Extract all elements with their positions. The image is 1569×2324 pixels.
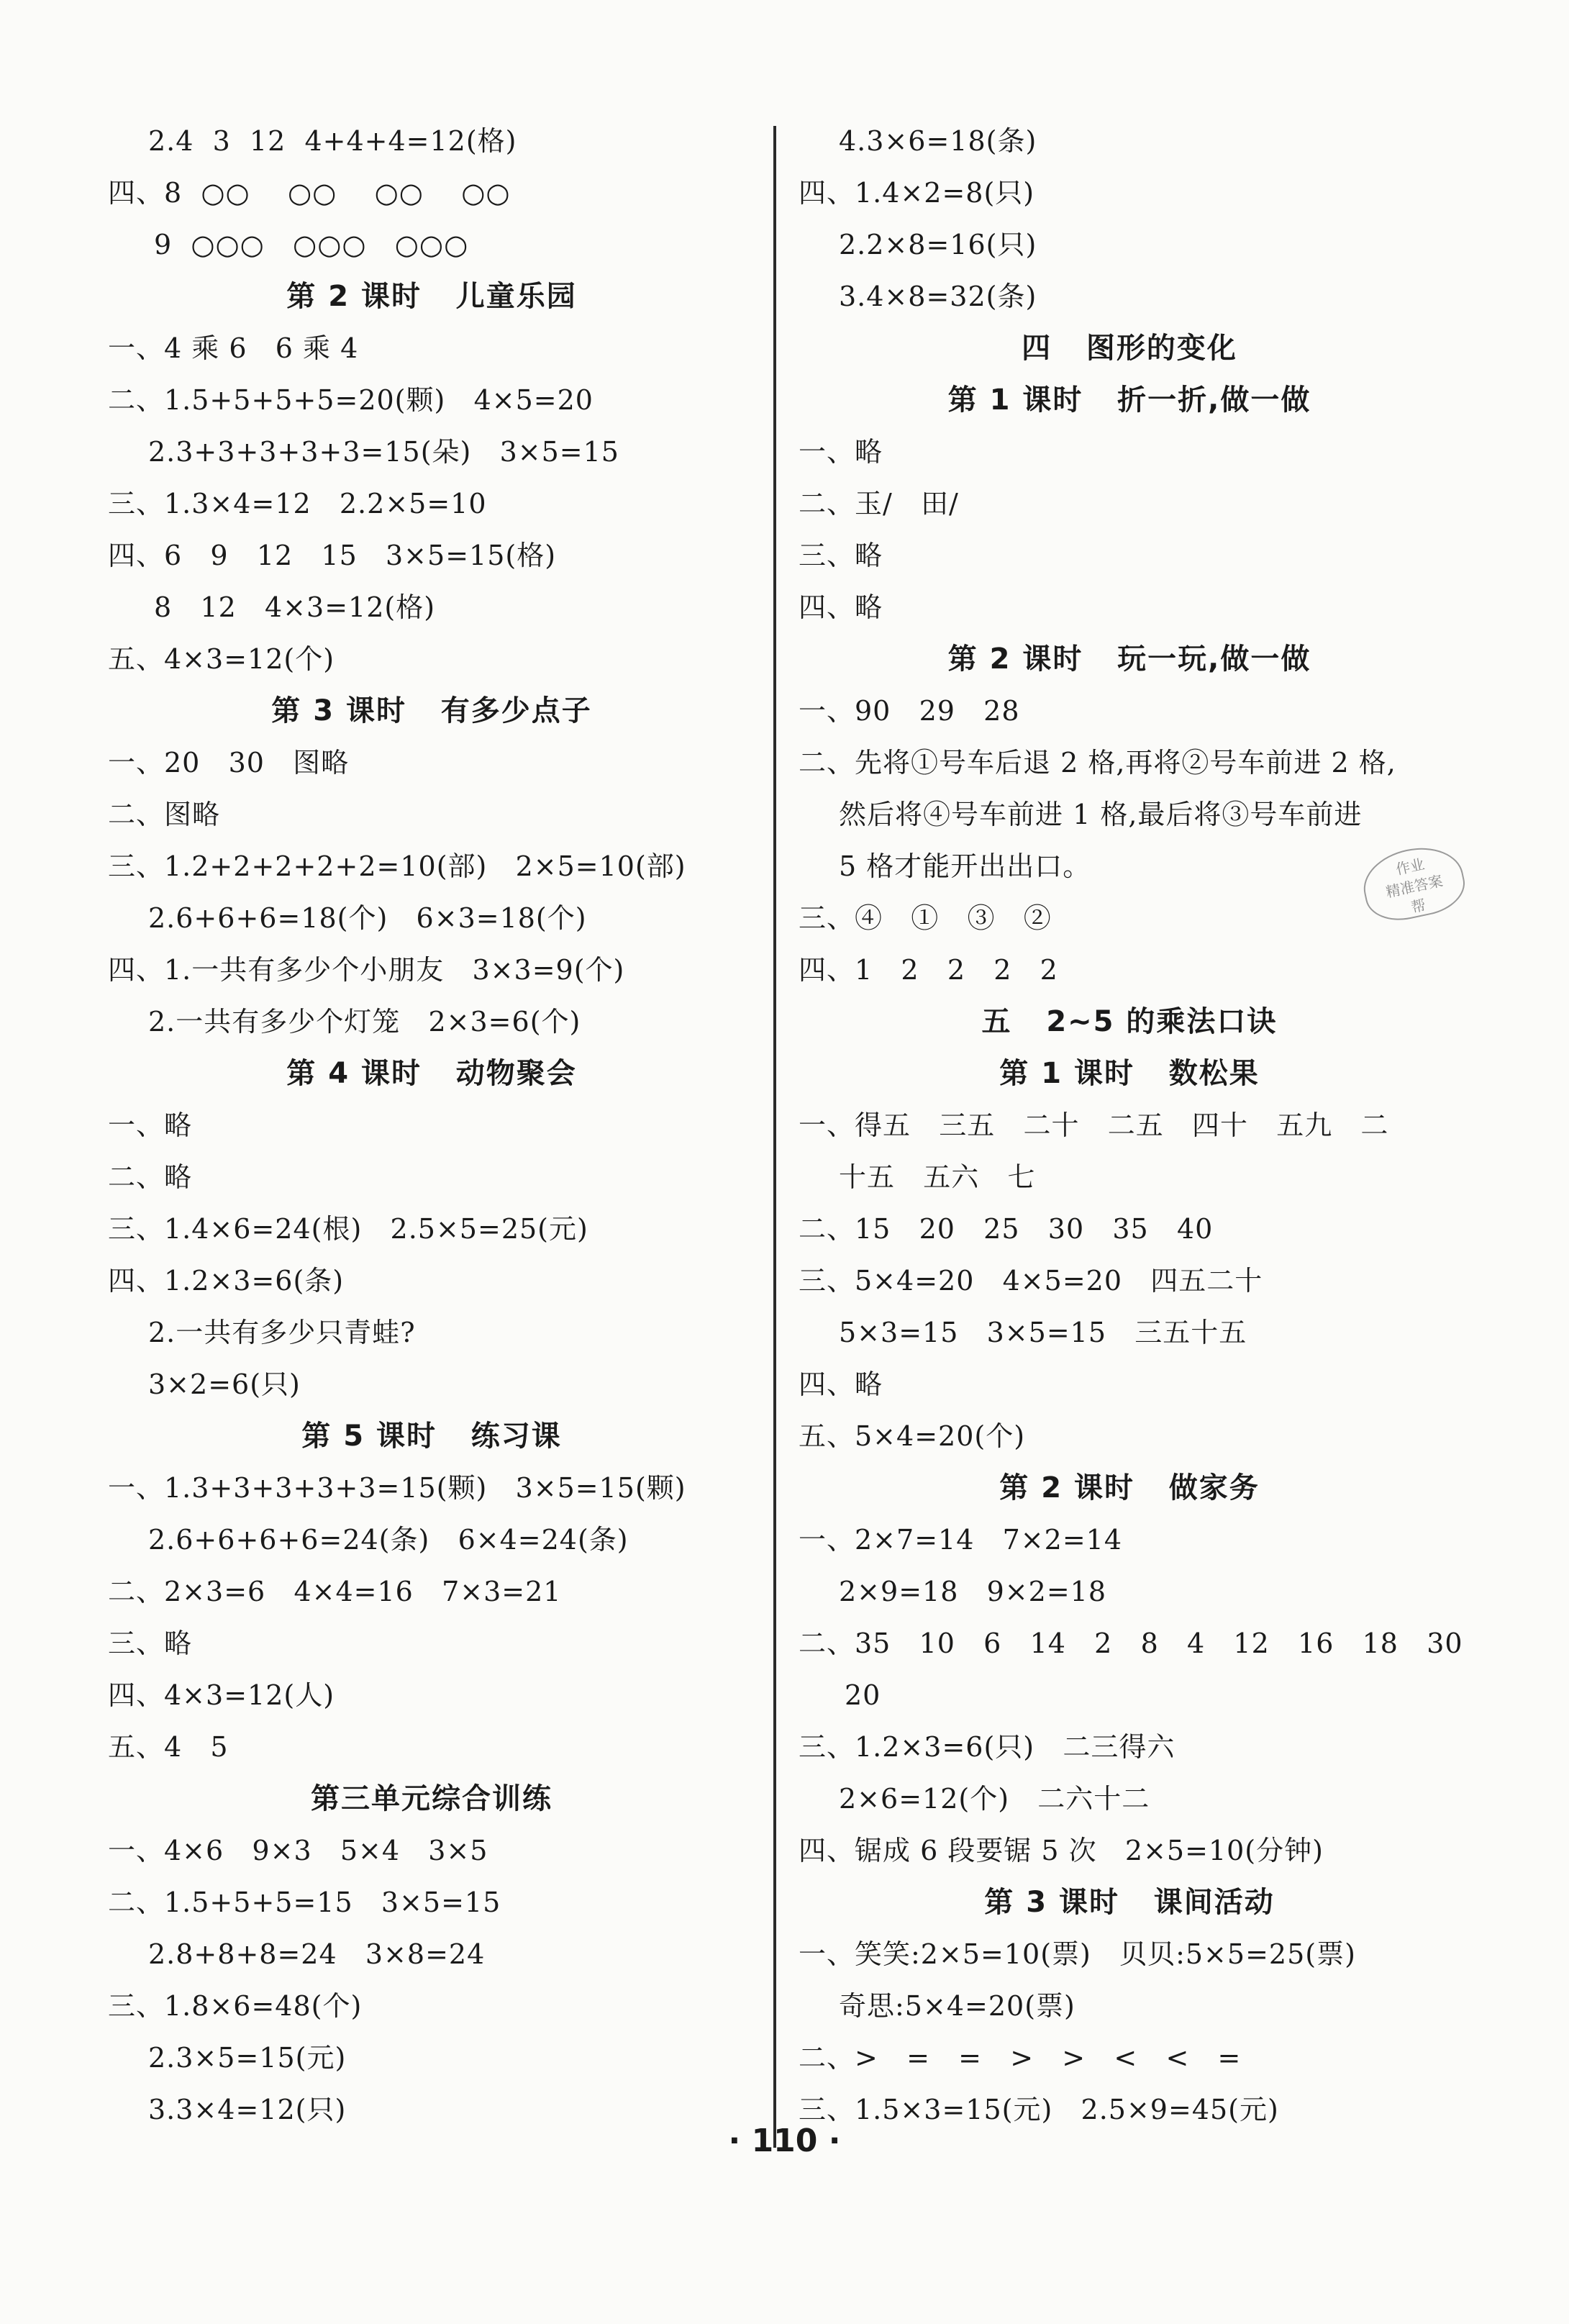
watermark-stamp: 作业 精准答案 帮 (1357, 839, 1470, 927)
answer-line: 2.2×8=16(只) (839, 229, 1037, 260)
section-title: 第 3 课时 课间活动 (984, 1886, 1275, 1919)
answer-line: 一、90 29 28 (799, 695, 1020, 727)
answer-line: 二、15 20 25 30 35 40 (799, 1213, 1214, 1245)
answer-line: 三、1.8×6=48(个) (108, 1990, 363, 2022)
answer-line: 2.3×5=15(元) (148, 2042, 347, 2074)
answer-line: 四、锯成 6 段要锯 5 次 2×5=10(分钟) (799, 1835, 1324, 1866)
answer-line: 四、1.4×2=8(只) (799, 177, 1035, 209)
section-title: 第 2 课时 儿童乐园 (286, 280, 577, 313)
section-title: 四 图形的变化 (1022, 332, 1237, 365)
answer-line: 20 (845, 1679, 881, 1711)
answer-line: 一、4×6 9×3 5×4 3×5 (108, 1835, 488, 1866)
answer-line: 5 格才能开出出口。 (839, 850, 1091, 882)
answer-line: 五、4 5 (108, 1731, 229, 1763)
answer-line: 一、1.3+3+3+3+3=15(颗) 3×5=15(颗) (108, 1472, 686, 1504)
answer-line: 2.4 3 12 4+4+4=12(格) (148, 125, 517, 157)
section-title: 五 2~5 的乘法口诀 (981, 1005, 1278, 1038)
answer-line: 十五 五六 七 (839, 1161, 1036, 1193)
section-title: 第 4 课时 动物聚会 (286, 1057, 577, 1090)
answer-line: 2×6=12(个) 二六十二 (839, 1783, 1150, 1815)
answer-line: 3×2=6(只) (148, 1368, 301, 1400)
answer-line: 2×9=18 9×2=18 (839, 1576, 1107, 1607)
section-title: 第 5 课时 练习课 (301, 1420, 562, 1453)
answer-line: 二、1.5+5+5+5=20(颗) 4×5=20 (108, 384, 594, 416)
answer-line: 三、1.5×3=15(元) 2.5×9=45(元) (799, 2094, 1279, 2125)
answer-line: 一、略 (108, 1109, 193, 1141)
answer-line: 二、玉/ 田/ (799, 488, 959, 519)
answer-line: 三、略 (108, 1628, 193, 1659)
section-title: 第 1 课时 数松果 (999, 1057, 1260, 1090)
answer-line: 奇思:5×4=20(票) (839, 1990, 1075, 2022)
answer-line: 三、略 (799, 540, 883, 571)
answer-line: 三、1.4×6=24(根) 2.5×5=25(元) (108, 1213, 588, 1245)
answer-line: 2.3+3+3+3+3=15(朵) 3×5=15 (148, 436, 619, 468)
answer-line: 一、2×7=14 7×2=14 (799, 1524, 1123, 1556)
answer-line: 2.6+6+6=18(个) 6×3=18(个) (148, 902, 587, 934)
answer-line: 三、1.3×4=12 2.2×5=10 (108, 488, 487, 519)
answer-line: 一、笑笑:2×5=10(票) 贝贝:5×5=25(票) (799, 1938, 1356, 1970)
answer-line: 3.4×8=32(条) (839, 281, 1037, 312)
answer-line: 二、> = = > > < < = (799, 2042, 1242, 2074)
section-title: 第 3 课时 有多少点子 (271, 694, 592, 727)
column-divider (773, 126, 776, 2148)
answer-line: 8 12 4×3=12(格) (154, 591, 436, 623)
answer-line: 9 ○○○ ○○○ ○○○ (154, 229, 469, 260)
answer-line: 然后将④号车前进 1 格,最后将③号车前进 (839, 799, 1363, 830)
answer-line: 五、5×4=20(个) (799, 1420, 1026, 1452)
right-column (799, 115, 1463, 2135)
answer-line: 2.一共有多少个灯笼 2×3=6(个) (148, 1006, 581, 1038)
left-column (108, 115, 755, 2135)
answer-line: 四、略 (799, 591, 883, 623)
answer-line: 四、略 (799, 1368, 883, 1400)
answer-line: 三、5×4=20 4×5=20 四五二十 (799, 1265, 1263, 1297)
answer-line: 二、35 10 6 14 2 8 4 12 16 18 30 (799, 1628, 1463, 1659)
section-title: 第三单元综合训练 (311, 1782, 552, 1815)
answer-line: 一、4 乘 6 6 乘 4 (108, 332, 359, 364)
answer-line: 四、1.2×3=6(条) (108, 1265, 345, 1297)
answer-line: 四、1 2 2 2 2 (799, 954, 1058, 986)
answer-line: 一、得五 三五 二十 二五 四十 五九 二 (799, 1109, 1389, 1141)
answer-line: 四、4×3=12(人) (108, 1679, 335, 1711)
answer-line: 二、略 (108, 1161, 193, 1193)
answer-line: 二、2×3=6 4×4=16 7×3=21 (108, 1576, 562, 1607)
answer-line: 4.3×6=18(条) (839, 125, 1037, 157)
page-number: · 110 · (728, 2123, 841, 2159)
answer-line: 二、1.5+5+5=15 3×5=15 (108, 1887, 501, 1918)
answer-line: 二、图略 (108, 799, 221, 830)
answer-line: 2.6+6+6+6=24(条) 6×4=24(条) (148, 1524, 629, 1556)
answer-line: 四、1.一共有多少个小朋友 3×3=9(个) (108, 954, 625, 986)
section-title: 第 2 课时 做家务 (999, 1471, 1260, 1504)
section-title: 第 2 课时 玩一玩,做一做 (947, 643, 1311, 676)
answer-line: 3.3×4=12(只) (148, 2094, 347, 2125)
answer-line: 二、先将①号车后退 2 格,再将②号车前进 2 格, (799, 747, 1396, 779)
section-title: 第 1 课时 折一折,做一做 (947, 383, 1311, 417)
answer-line: 三、1.2×3=6(只) 二三得六 (799, 1731, 1175, 1763)
answer-line: 三、④ ① ③ ② (799, 902, 1052, 934)
answer-line: 五、4×3=12(个) (108, 643, 335, 675)
answer-line: 5×3=15 3×5=15 三五十五 (839, 1317, 1247, 1348)
answer-line: 一、略 (799, 436, 883, 468)
answer-line: 2.8+8+8=24 3×8=24 (148, 1938, 486, 1970)
answer-line: 一、20 30 图略 (108, 747, 350, 779)
answer-line: 三、1.2+2+2+2+2=10(部) 2×5=10(部) (108, 850, 686, 882)
answer-line: 2.一共有多少只青蛙? (148, 1317, 416, 1348)
answer-line: 四、8 ○○ ○○ ○○ ○○ (108, 177, 511, 209)
answer-line: 四、6 9 12 15 3×5=15(格) (108, 540, 557, 571)
